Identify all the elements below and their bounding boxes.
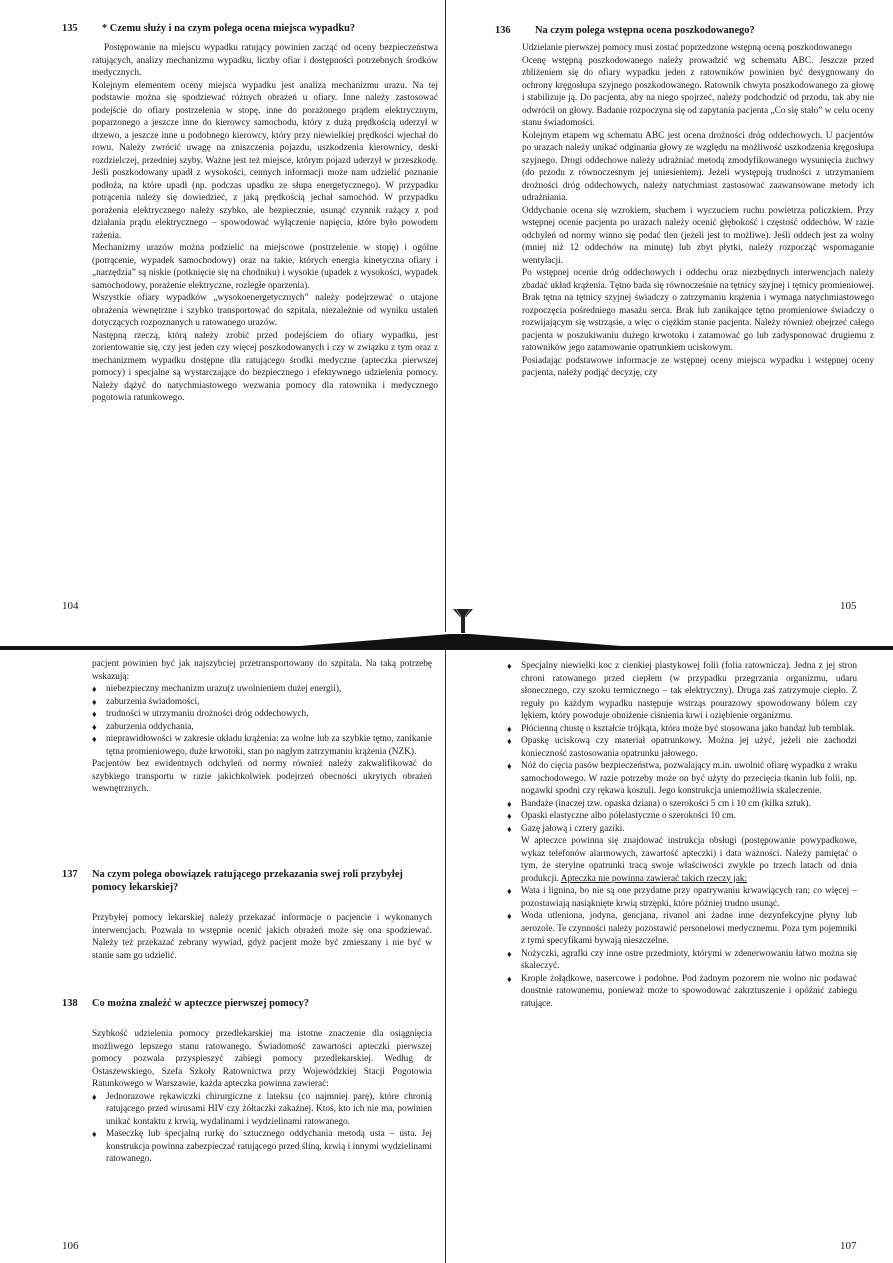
paragraph: Posiadając podstawowe informacje ze wstępnej oceny miejsca wypadku i wstępnej oceny pacjenta, należy podjąć decyzję, czy	[522, 355, 874, 378]
paragraph: Mechanizmy urazów można podzielić na miejscowe (postrzelenie w stopę) i ogólne (potrącenie, wypadek samochodowy) oraz na takie, których energia kinetyczna ofiary i „narzędzia” są niskie (potknięcie się na chodniku) i wysokie (upadek z wysokości, wypadek samochodowy, porażenie elektryczne, rozległe oparzenia).	[92, 243, 438, 291]
question-138-heading	[62, 997, 434, 1010]
question-136-heading	[495, 24, 875, 37]
list-item: ♦ Wata i lignina, bo nie są one przydatne przy opatrywaniu krwawiących ran; co więcej – pozostawiają nasiąknięte krwią strzępki, które później trudno usunąć.	[507, 885, 857, 910]
list-item: ♦ Bandaże (inaczej tzw. opaska dziana) o szerokości 5 cm i 10 cm (kilka sztuk).	[507, 798, 857, 811]
paragraph: Postępowanie na miejscu wypadku ratujący powinien zacząć od oceny bezpieczeństwa ratujących, analizy mechanizmu wypadku, liczby ofiar i dostępności potrzebnych środków medycznych.	[92, 43, 438, 78]
bullet-list-exclusions	[507, 885, 857, 1010]
list-item: ♦ Opaskę uciskową czy materiał opatrunkowy. Można jej użyć, jeżeli nie zachodzi konieczność zastosowania opatrunku jałowego.	[507, 735, 857, 760]
page-number: 105	[840, 600, 857, 612]
list-item: ♦ Nóż do cięcia pasów bezpieczeństwa, pozwalający m.in. uwolnić ofiarę wypadku z wraku samochodowego. W razie potrzeby może on być użyty do przecięcia tkanin lub folii, np. nogawki spodni czy rękawa koszuli. Jego konstrukcja uniemożliwia skaleczenie.	[507, 760, 857, 798]
list-item: ♦ zaburzenia oddychania,	[92, 721, 432, 734]
question-title: Na czym polega obowiązek ratującego przekazania swej roli przybyłej pomocy lekarskiej?	[92, 869, 403, 893]
question-number: 136	[495, 25, 511, 36]
list-item: ♦ Opaski elastyczne albo półelastyczne o szerokości 10 cm.	[507, 810, 857, 823]
list-item: ♦ zaburzenia świadomości,	[92, 696, 432, 709]
list-item: ♦ trudności w utrzymaniu drożności dróg oddechowych,	[92, 708, 432, 721]
page-104	[0, 0, 446, 632]
list-item: ♦ Woda utleniona, jodyna, gencjana, rivanol ani żadne inne dezynfekcyjne płyny lub aerozole. Te czynności należy pozostawić personelowi medycznemu. Poza tym pojemniki z tymi specyfikami bywają nieszczelne.	[507, 910, 857, 948]
paragraph: Oddychanie ocena się wzrokiem, słuchem i wyczuciem ruchu powietrza policzkiem. Przy wstępnej ocenie pacjenta po urazach należy ocenić głębokość i częstość oddechów. W razie odchyleń od normy winno się podać tlen (jeżeli jest to możliwe). Jeśli oddech jest za wolny (mniej niż 12 oddechów na minutę) lub zbyt płytki, należy rozpocząć wspomaganie wentylacji.	[522, 205, 874, 266]
page-number: 107	[840, 1240, 857, 1252]
question-number: 137	[62, 869, 78, 880]
question-number: 138	[62, 998, 78, 1009]
kit-instructions-text: W apteczce powinna się znajdować instrukcja obsługi (postępowanie powypadkowe, wykaz telefonów alarmowych, zawartość apteczki) i data ważności. Należy pamiętać o tym, że sterylne opatrunki tracą swoje właściwości zwykle po trzech latach od dnia produkcji.	[521, 836, 857, 884]
question-135-heading	[62, 22, 437, 35]
transport-criteria	[92, 658, 432, 796]
kit-exclusions-heading: Apteczka nie powinna zawierać takich rzeczy jak:	[560, 873, 748, 884]
question-136-body	[522, 42, 874, 380]
page-106	[0, 632, 446, 1263]
list-item: ♦ niebezpieczny mechanizm urazu(z uwolnieniem dużej energii),	[92, 683, 432, 696]
page-105	[447, 0, 893, 632]
paragraph: Następną rzeczą, którą należy zrobić przed podejściem do ofiary wypadku, jest zorientowanie się, czy jest jeden czy więcej poszkodowanych i czy w związku z tym oraz z mechanizmem wypadku dostępne dla ratującego środki medyczne (apteczka pierwszej pomocy) i specjalne są wystarczające do bezpiecznego i efektywnego udzielenia pomocy. Należy dążyć do natychmiastowego wezwania pomocy dla ratownika i medycznego pogotowia ratunkowego.	[92, 330, 438, 403]
list-item: ♦ Specjalny niewielki koc z cienkiej plastykowej folii (folia ratownicza). Jedna z jej stron chroni ratowanego przed ciepłem (w przypadku przegrzania organizmu, udaru słonecznego, czy szoku termicznego – tak elektryczny). Druga zaś zatrzymuje ciepło. Z reguły po każdym wypadku następuje wstrząs pourazowy spowodowany bólem czy lękiem, który powoduje obniżenie ciśnienia krwi i oziębienie organizmu.	[507, 660, 857, 723]
list-item: ♦ Płócienną chustę o kształcie trójkąta, która może być stosowana jako bandaż lub temblak.	[507, 723, 857, 736]
list-item: ♦ Jednorazowe rękawiczki chirurgiczne z lateksu (co najmniej parę), które chronią ratującego przed wirusami HIV czy żółtaczki zakaźnej. Ktoś, kto ich nie ma, powinien unikać kontaktu z krwią, wydalinami i wydzielinami ratowanego.	[92, 1091, 432, 1129]
question-137-body	[92, 912, 432, 962]
page-number: 104	[62, 600, 79, 612]
question-135-body	[92, 42, 438, 405]
list-item: ♦ Krople żołądkowe, nasercowe i podobne. Pod żadnym pozorem nie wolno nic podawać doustnie ratowanemu, ponieważ może to spowodować zakrztuszenie i opóźnić zabiegu ratujące.	[507, 973, 857, 1011]
paragraph: Wszystkie ofiary wypadków „wysokoenergetycznych” należy podejrzewać o utajone obrażenia wewnętrzne i szybko transportować do szpitala, niezależnie od wyniku ustaleń dotyczących rozpoznanych u ratowanego urazów.	[92, 293, 438, 328]
paragraph: Udzielanie pierwszej pomocy musi zostać poprzedzone wstępną oceną poszkodowanego	[522, 43, 852, 53]
paragraph: Kolejnym etapem wg schematu ABC jest ocena drożności dróg oddechowych. U pacjentów po urazach należy unikać odginania głowy ze względu na możliwość uszkodzenia kręgosłupa szyjnego. Drogi oddechowe należy udrażniać metodą zmodyfikowanego wysunięcia żuchwy (do przodu z równoczesnym jej uniesieniem). Jeżeli występują trudności z utrzymaniem drożności dróg oddechowych, należy natychmiast zastosować zaawansowane metody ich udrażniania.	[522, 130, 874, 203]
question-title: Co można znaleźć w apteczce pierwszej pomocy?	[92, 998, 309, 1009]
list-item: ♦ Gazę jałową i cztery gaziki.	[507, 823, 857, 836]
question-137-heading	[62, 868, 434, 894]
paragraph: Ocenę wstępną poszkodowanego należy prowadzić wg schematu ABC. Jeszcze przed zbliżeniem się do ofiary wypadku jeden z ratowników powinien być desygnowany do ochrony kręgosłupa szyjnego poszkodowanego. Ratownik chwyta poszkodowanego za głowę i stabilizuje ją. Do pacjenta, aby na niego spojrzeć, należy podchodzić od przodu, tak aby nie odwrócił on głowy. Badanie rozpoczyna się od zapytania pacjenta „Co się stało” w celu oceny stanu świadomości.	[522, 55, 874, 128]
paragraph: Przybyłej pomocy lekarskiej należy przekazać informacje o pacjencie i wykonanych interwencjach. Pozwala to wstępnie ocenić jakich obrażeń może się ona spodziewać. Należy też przekazać zebrany wywiad, gdyż pacjent może być zmieszany i nie być w stanie sam go udzielić.	[92, 913, 432, 961]
question-number: 135	[62, 23, 78, 34]
question-title: Na czym polega wstępna ocena poszkodowanego?	[535, 25, 755, 36]
paragraph: Szybkość udzielenia pomocy przedlekarskiej ma istotne znaczenie dla osiągnięcia możliwego lepszego stanu ratowanego. Świadomość zawartości apteczki pierwszej pomocy pozwala przyspieszyć zabiegi pomocy przedlekarskiej. Według dr Ostaszewskiego, Szefa Szkoły Ratownictwa przy Wojewódzkiej Stacji Pogotowia Ratunkowego w Warszawie, każda apteczka powinna zawierać:	[92, 1029, 432, 1089]
list-item: ♦ Nożyczki, agrafki czy inne ostre przedmioty, którymi w zdenerwowaniu łatwo można się skaleczyć.	[507, 948, 857, 973]
paragraph	[507, 835, 857, 885]
page-number: 106	[62, 1240, 79, 1252]
paragraph: Po wstępnej ocenie dróg oddechowych i oddechu oraz niezbędnych interwencjach należy zbadać układ krążenia. Tętno bada się równocześnie na tętnicy szyjnej i tętnicy promieniowej. Brak tętna na tętnicy szyjnej świadczy o zatrzymaniu krążenia i wymaga natychmiastowego rozpoczęcia pośredniego masażu serca. Brak lub zanikające tętno promieniowe świadczy o rozwijającym się wstrząsie, a więc o ciężkim stanie pacjenta. Należy również obejrzeć całego pacjenta w poszukiwaniu dużego krwotoku i zatamować go lub zadysponować drugiemu z ratowników jego zatamowanie opatrunkiem uciskowym.	[522, 268, 874, 353]
paragraph: pacjent powinien być jak najszybciej przetransportowany do szpitala. Na taką potrzebę wskazują:	[92, 659, 432, 682]
question-title: * Czemu służy i na czym polega ocena miejsca wypadku?	[102, 23, 356, 34]
list-item: ♦ Maseczkę lub specjalną rurkę do sztucznego oddychania metodą usta – usta. Jej konstrukcja powinna zabezpieczać ratującego przed śliną, krwią i innymi wydzielinami ratowanego.	[92, 1128, 432, 1166]
list-item: ♦ nieprawidłowości w zakresie układu krążenia: za wolne lub za szybkie tętno, zanikanie tętna promieniowego, duże krwotoki, stan po nagłym zatrzymaniu krążenia (NZK).	[92, 733, 432, 758]
paragraph: Pacjentów bez ewidentnych odchyleń od normy również należy zakwalifikować do szybkiego transportu w razie jakichkolwiek podejrzeń obecności ukrytych obrażeń wewnętrznych.	[92, 759, 432, 794]
first-aid-kit-contents	[507, 660, 857, 1010]
question-138-body	[92, 1028, 432, 1166]
bullet-list	[92, 1091, 432, 1166]
bullet-list-contents	[507, 660, 857, 835]
paragraph: Kolejnym elementem oceny miejsca wypadku jest analiza mechanizmu urazu. Na tej podstawie można się spodziewać różnych obrażeń u ofiary. Inne należy zastosować podejście do ofiary postrzelenia w stopę, inne do porażonego prądem elektrycznym, poparzonego a jeszcze inne do kierowcy samochodu, który z dużą prędkością uderzył w drzewo, a jeszcze inne u podobnego kierowcy, który przy niewielkiej prędkości wjechał do rowu. Należy zwrócić uwagę na zniszczenia pojazdu, uszkodzenia kierownicy, deski rozdzielczej, przedniej szyby. Ważne jest też miejsce, którym pojazd uderzył w przeszkodę. Jeśli poszkodowany upadł z wysokości, cennych informacji może nam udzielić poznanie podłoża, na które upadł (np. podczas upadku ze słupa energetycznego). W przypadku potrącenia należy się dowiedzieć, z jaką prędkością jechał samochód. W przypadku porażenia elektrycznego należy szybko, ale bezpiecznie, usunąć czynnik rażący z pod działania prądu elektrycznego – spowodować wyłączenie napięcia, które było powodem rażenia.	[92, 80, 438, 241]
page-107	[447, 632, 893, 1263]
bullet-list	[92, 683, 432, 758]
